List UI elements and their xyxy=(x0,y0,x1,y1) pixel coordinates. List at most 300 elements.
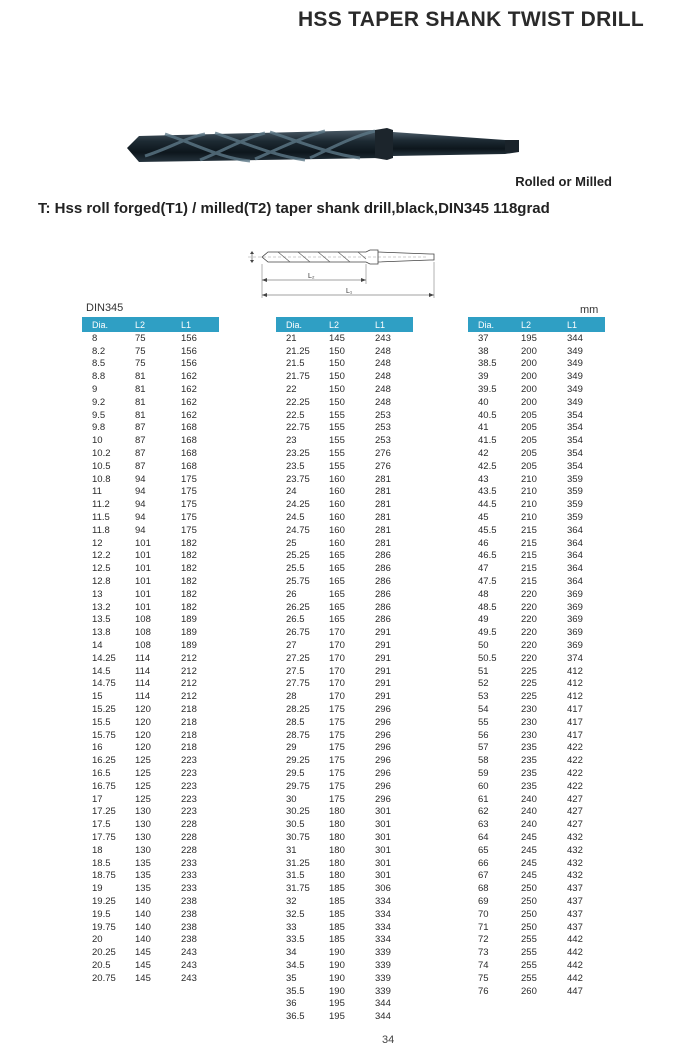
l1-cell: 344 xyxy=(375,1011,391,1023)
table-row xyxy=(276,614,413,627)
l2-cell: 101 xyxy=(135,576,151,588)
l1-cell: 334 xyxy=(375,934,391,946)
l1-cell: 243 xyxy=(375,332,391,344)
l1-cell: 248 xyxy=(375,396,391,408)
table-row xyxy=(468,767,605,780)
l1-cell: 442 xyxy=(567,972,583,984)
diameter-cell: 18.75 xyxy=(92,870,116,882)
l1-cell: 364 xyxy=(567,576,583,588)
column-header: Dia. xyxy=(478,319,495,330)
diameter-cell: 34 xyxy=(286,947,297,959)
l1-cell: 296 xyxy=(375,755,391,767)
l2-cell: 155 xyxy=(329,422,345,434)
l1-cell: 296 xyxy=(375,767,391,779)
l1-cell: 223 xyxy=(181,806,197,818)
diameter-cell: 72 xyxy=(478,934,489,946)
l2-cell: 130 xyxy=(135,806,151,818)
column-header: Dia. xyxy=(92,319,109,330)
l1-cell: 182 xyxy=(181,576,197,588)
diameter-cell: 33 xyxy=(286,921,297,933)
l1-cell: 369 xyxy=(567,614,583,626)
l2-cell: 170 xyxy=(329,691,345,703)
diameter-cell: 40.5 xyxy=(478,409,497,421)
l2-cell: 120 xyxy=(135,742,151,754)
table-row xyxy=(82,665,219,678)
diameter-cell: 39.5 xyxy=(478,384,497,396)
l1-cell: 447 xyxy=(567,985,583,997)
l2-cell: 125 xyxy=(135,780,151,792)
l1-cell: 296 xyxy=(375,704,391,715)
dimension-table-1 xyxy=(82,317,219,985)
l2-cell: 94 xyxy=(135,486,146,498)
l2-cell: 200 xyxy=(521,396,537,408)
diameter-cell: 41 xyxy=(478,422,489,434)
diameter-cell: 28.25 xyxy=(286,704,310,715)
table-row xyxy=(82,844,219,857)
l2-cell: 160 xyxy=(329,524,345,536)
table-row xyxy=(276,780,413,793)
diameter-cell: 30.25 xyxy=(286,806,310,818)
table-header xyxy=(468,317,605,332)
l2-cell: 235 xyxy=(521,767,537,779)
table-row xyxy=(276,1010,413,1023)
diameter-cell: 55 xyxy=(478,716,489,728)
l1-cell: 233 xyxy=(181,883,197,895)
diameter-cell: 27.25 xyxy=(286,652,310,664)
l2-cell: 81 xyxy=(135,409,146,421)
table-row xyxy=(468,383,605,396)
table-row xyxy=(468,639,605,652)
l1-cell: 354 xyxy=(567,422,583,434)
diameter-cell: 48 xyxy=(478,588,489,600)
l2-cell: 125 xyxy=(135,755,151,767)
diameter-cell: 44.5 xyxy=(478,499,497,511)
l2-cell: 135 xyxy=(135,883,151,895)
diameter-cell: 12.8 xyxy=(92,576,111,588)
diameter-cell: 22.25 xyxy=(286,396,310,408)
diameter-cell: 23 xyxy=(286,435,297,447)
table-row xyxy=(276,985,413,998)
l1-cell: 432 xyxy=(567,870,583,882)
l1-cell: 291 xyxy=(375,627,391,639)
diameter-cell: 8 xyxy=(92,332,98,344)
l1-cell: 286 xyxy=(375,614,391,626)
l1-cell: 243 xyxy=(181,959,197,971)
diameter-cell: 48.5 xyxy=(478,601,497,613)
l2-cell: 114 xyxy=(135,652,151,664)
l2-cell: 180 xyxy=(329,806,345,818)
table-row xyxy=(82,550,219,563)
table-row xyxy=(82,486,219,499)
l1-cell: 162 xyxy=(181,384,197,396)
l1-cell: 218 xyxy=(181,704,197,715)
diameter-cell: 12 xyxy=(92,537,103,549)
l2-cell: 140 xyxy=(135,908,151,920)
l2-cell: 101 xyxy=(135,588,151,600)
diameter-cell: 65 xyxy=(478,844,489,856)
l2-cell: 170 xyxy=(329,665,345,677)
diameter-cell: 16.75 xyxy=(92,780,116,792)
diameter-cell: 46 xyxy=(478,537,489,549)
l2-cell: 165 xyxy=(329,614,345,626)
l1-cell: 301 xyxy=(375,806,391,818)
diameter-cell: 32 xyxy=(286,895,297,907)
table-row xyxy=(468,959,605,972)
diameter-cell: 15.5 xyxy=(92,716,111,728)
table-row xyxy=(82,818,219,831)
l2-cell: 215 xyxy=(521,576,537,588)
diameter-cell: 31 xyxy=(286,844,297,856)
diameter-cell: 38 xyxy=(478,345,489,357)
table-row xyxy=(468,690,605,703)
table-row xyxy=(276,447,413,460)
diameter-cell: 26.5 xyxy=(286,614,305,626)
l1-cell: 223 xyxy=(181,780,197,792)
l2-cell: 195 xyxy=(329,1011,345,1023)
l1-label: L₁ xyxy=(346,288,353,295)
l2-cell: 220 xyxy=(521,627,537,639)
l2-cell: 185 xyxy=(329,921,345,933)
table-row xyxy=(276,626,413,639)
diameter-cell: 16.25 xyxy=(92,755,116,767)
l1-cell: 437 xyxy=(567,883,583,895)
diameter-cell: 11 xyxy=(92,486,102,498)
diameter-cell: 45.5 xyxy=(478,524,497,536)
l1-cell: 156 xyxy=(181,345,197,357)
table-row xyxy=(276,409,413,422)
l2-cell: 195 xyxy=(329,998,345,1010)
diameter-cell: 24.5 xyxy=(286,512,305,524)
l2-cell: 175 xyxy=(329,755,345,767)
diameter-cell: 20 xyxy=(92,934,103,946)
l2-cell: 101 xyxy=(135,563,151,575)
table-row xyxy=(82,921,219,934)
l1-cell: 354 xyxy=(567,448,583,460)
l2-cell: 155 xyxy=(329,435,345,447)
l2-cell: 210 xyxy=(521,499,537,511)
table-row xyxy=(468,921,605,934)
diameter-cell: 22.75 xyxy=(286,422,310,434)
table-row xyxy=(82,537,219,550)
diameter-cell: 40 xyxy=(478,396,489,408)
l1-cell: 412 xyxy=(567,678,583,690)
l1-cell: 212 xyxy=(181,678,197,690)
l1-cell: 422 xyxy=(567,742,583,754)
image-caption: Rolled or Milled xyxy=(515,174,612,189)
diameter-cell: 41.5 xyxy=(478,435,497,447)
l1-cell: 344 xyxy=(567,332,583,344)
l2-cell: 185 xyxy=(329,883,345,895)
diameter-cell: 8.8 xyxy=(92,371,106,383)
l1-cell: 339 xyxy=(375,985,391,997)
table-row xyxy=(82,882,219,895)
l1-cell: 162 xyxy=(181,409,197,421)
l1-cell: 281 xyxy=(375,524,391,536)
l2-cell: 240 xyxy=(521,819,537,831)
l2-cell: 75 xyxy=(135,332,146,344)
l1-cell: 182 xyxy=(181,601,197,613)
diameter-cell: 23.25 xyxy=(286,448,310,460)
l1-cell: 417 xyxy=(567,704,583,715)
table-row xyxy=(276,665,413,678)
l2-cell: 114 xyxy=(135,691,151,703)
table-row xyxy=(468,805,605,818)
diameter-cell: 29.25 xyxy=(286,755,310,767)
table-row xyxy=(276,332,413,345)
diameter-cell: 8.2 xyxy=(92,345,106,357)
diameter-cell: 25.75 xyxy=(286,576,310,588)
table-row xyxy=(276,562,413,575)
diameter-cell: 66 xyxy=(478,857,489,869)
l2-cell: 240 xyxy=(521,806,537,818)
l2-cell: 170 xyxy=(329,652,345,664)
l2-cell: 155 xyxy=(329,460,345,472)
table-row xyxy=(276,908,413,921)
diameter-cell: 15 xyxy=(92,691,103,703)
diameter-cell: 31.5 xyxy=(286,870,305,882)
l2-cell: 81 xyxy=(135,371,146,383)
l1-cell: 291 xyxy=(375,678,391,690)
diameter-cell: 49 xyxy=(478,614,489,626)
l2-cell: 165 xyxy=(329,588,345,600)
table-row xyxy=(276,511,413,524)
l2-cell: 175 xyxy=(329,767,345,779)
l2-cell: 190 xyxy=(329,985,345,997)
l2-cell: 225 xyxy=(521,665,537,677)
table-row xyxy=(82,614,219,627)
l2-cell: 145 xyxy=(135,947,151,959)
table-row xyxy=(276,370,413,383)
diameter-cell: 35.5 xyxy=(286,985,305,997)
l2-cell: 175 xyxy=(329,793,345,805)
l1-cell: 339 xyxy=(375,972,391,984)
l1-cell: 156 xyxy=(181,358,197,370)
l1-cell: 243 xyxy=(181,972,197,984)
table-row xyxy=(82,716,219,729)
table-row xyxy=(82,345,219,358)
l2-cell: 175 xyxy=(329,742,345,754)
l2-cell: 260 xyxy=(521,985,537,997)
table-row xyxy=(468,729,605,742)
l1-cell: 223 xyxy=(181,755,197,767)
l2-cell: 140 xyxy=(135,921,151,933)
diameter-cell: 29 xyxy=(286,742,297,754)
l2-cell: 230 xyxy=(521,716,537,728)
diameter-cell: 9.8 xyxy=(92,422,106,434)
l2-cell: 130 xyxy=(135,819,151,831)
l1-cell: 228 xyxy=(181,831,197,843)
l2-cell: 210 xyxy=(521,512,537,524)
table-row xyxy=(82,422,219,435)
l1-cell: 182 xyxy=(181,588,197,600)
l2-cell: 235 xyxy=(521,755,537,767)
diameter-cell: 14.5 xyxy=(92,665,111,677)
diameter-cell: 24 xyxy=(286,486,297,498)
drill-dimension-schematic xyxy=(238,240,443,300)
diameter-cell: 11.5 xyxy=(92,512,110,524)
table-row xyxy=(276,422,413,435)
diameter-cell: 63 xyxy=(478,819,489,831)
table-row xyxy=(276,537,413,550)
l1-cell: 248 xyxy=(375,345,391,357)
l2-cell: 180 xyxy=(329,870,345,882)
l1-cell: 427 xyxy=(567,819,583,831)
diameter-cell: 64 xyxy=(478,831,489,843)
diameter-cell: 13.5 xyxy=(92,614,111,626)
table-row xyxy=(276,383,413,396)
l2-cell: 220 xyxy=(521,652,537,664)
table-row xyxy=(468,614,605,627)
l1-cell: 175 xyxy=(181,499,197,511)
l1-cell: 334 xyxy=(375,921,391,933)
table-row xyxy=(82,780,219,793)
l2-cell: 225 xyxy=(521,678,537,690)
table-row xyxy=(276,639,413,652)
l2-cell: 255 xyxy=(521,934,537,946)
diameter-cell: 15.75 xyxy=(92,729,116,741)
l2-cell: 180 xyxy=(329,844,345,856)
diameter-cell: 27 xyxy=(286,640,297,652)
table-row xyxy=(82,383,219,396)
table-row xyxy=(468,946,605,959)
l2-cell: 140 xyxy=(135,895,151,907)
table-row xyxy=(468,434,605,447)
diameter-cell: 51 xyxy=(478,665,489,677)
diameter-cell: 47 xyxy=(478,563,489,575)
l2-cell: 230 xyxy=(521,704,537,715)
diameter-cell: 13.8 xyxy=(92,627,111,639)
l2-cell: 155 xyxy=(329,448,345,460)
diameter-cell: 54 xyxy=(478,704,489,715)
diameter-cell: 14.75 xyxy=(92,678,116,690)
l2-cell: 200 xyxy=(521,358,537,370)
table-row xyxy=(276,601,413,614)
table-row xyxy=(468,396,605,409)
l1-cell: 175 xyxy=(181,473,197,485)
table-row xyxy=(82,562,219,575)
l2-cell: 255 xyxy=(521,959,537,971)
l2-cell: 150 xyxy=(329,371,345,383)
table-row xyxy=(276,831,413,844)
l2-cell: 75 xyxy=(135,358,146,370)
l2-cell: 250 xyxy=(521,883,537,895)
table-row xyxy=(276,396,413,409)
l1-cell: 296 xyxy=(375,729,391,741)
table-row xyxy=(276,921,413,934)
table-row xyxy=(82,370,219,383)
diameter-cell: 23.75 xyxy=(286,473,310,485)
l2-cell: 205 xyxy=(521,422,537,434)
diameter-cell: 28.75 xyxy=(286,729,310,741)
table-row xyxy=(276,805,413,818)
l2-cell: 120 xyxy=(135,716,151,728)
l1-cell: 168 xyxy=(181,460,197,472)
l1-cell: 276 xyxy=(375,460,391,472)
table-row xyxy=(276,703,413,716)
diameter-cell: 11.2 xyxy=(92,499,110,511)
l1-cell: 253 xyxy=(375,422,391,434)
l2-cell: 175 xyxy=(329,780,345,792)
l2-cell: 108 xyxy=(135,614,151,626)
diameter-cell: 34.5 xyxy=(286,959,305,971)
diameter-cell: 33.5 xyxy=(286,934,305,946)
table-row xyxy=(82,729,219,742)
l1-cell: 233 xyxy=(181,857,197,869)
l2-cell: 101 xyxy=(135,550,151,562)
l2-cell: 108 xyxy=(135,627,151,639)
table-row xyxy=(82,639,219,652)
l1-cell: 238 xyxy=(181,895,197,907)
table-row xyxy=(468,562,605,575)
l2-cell: 94 xyxy=(135,512,146,524)
l2-cell: 250 xyxy=(521,908,537,920)
diameter-cell: 58 xyxy=(478,755,489,767)
l2-cell: 165 xyxy=(329,576,345,588)
column-header: L2 xyxy=(329,319,340,330)
l1-cell: 281 xyxy=(375,512,391,524)
diameter-cell: 74 xyxy=(478,959,489,971)
l2-cell: 120 xyxy=(135,729,151,741)
table-row xyxy=(82,601,219,614)
l1-cell: 276 xyxy=(375,448,391,460)
diameter-cell: 13 xyxy=(92,588,103,600)
table-row xyxy=(82,626,219,639)
l1-cell: 286 xyxy=(375,563,391,575)
l2-cell: 165 xyxy=(329,563,345,575)
l1-cell: 339 xyxy=(375,959,391,971)
table-row xyxy=(468,460,605,473)
diameter-cell: 30.5 xyxy=(286,819,305,831)
l2-cell: 160 xyxy=(329,486,345,498)
column-header: L1 xyxy=(567,319,578,330)
table-row xyxy=(82,857,219,870)
l1-cell: 359 xyxy=(567,512,583,524)
table-header xyxy=(82,317,219,332)
l1-cell: 354 xyxy=(567,409,583,421)
l2-cell: 220 xyxy=(521,640,537,652)
l1-cell: 339 xyxy=(375,947,391,959)
l1-cell: 427 xyxy=(567,806,583,818)
l1-cell: 291 xyxy=(375,640,391,652)
l1-cell: 422 xyxy=(567,780,583,792)
table-row xyxy=(82,460,219,473)
l1-cell: 301 xyxy=(375,819,391,831)
table-row xyxy=(276,473,413,486)
table-row xyxy=(276,716,413,729)
table-row xyxy=(276,869,413,882)
l1-cell: 349 xyxy=(567,384,583,396)
l2-cell: 165 xyxy=(329,550,345,562)
l1-cell: 301 xyxy=(375,831,391,843)
diameter-cell: 20.5 xyxy=(92,959,111,971)
l1-cell: 354 xyxy=(567,460,583,472)
l1-cell: 442 xyxy=(567,947,583,959)
diameter-cell: 11.8 xyxy=(92,524,110,536)
diameter-cell: 53 xyxy=(478,691,489,703)
l1-cell: 437 xyxy=(567,895,583,907)
table-row xyxy=(276,767,413,780)
table-row xyxy=(82,754,219,767)
table-row xyxy=(468,486,605,499)
l1-cell: 359 xyxy=(567,473,583,485)
table-row xyxy=(468,498,605,511)
page-number: 34 xyxy=(382,1034,395,1046)
diameter-cell: 12.2 xyxy=(92,550,111,562)
l1-cell: 238 xyxy=(181,934,197,946)
l2-cell: 230 xyxy=(521,729,537,741)
l1-cell: 364 xyxy=(567,550,583,562)
l2-cell: 190 xyxy=(329,947,345,959)
